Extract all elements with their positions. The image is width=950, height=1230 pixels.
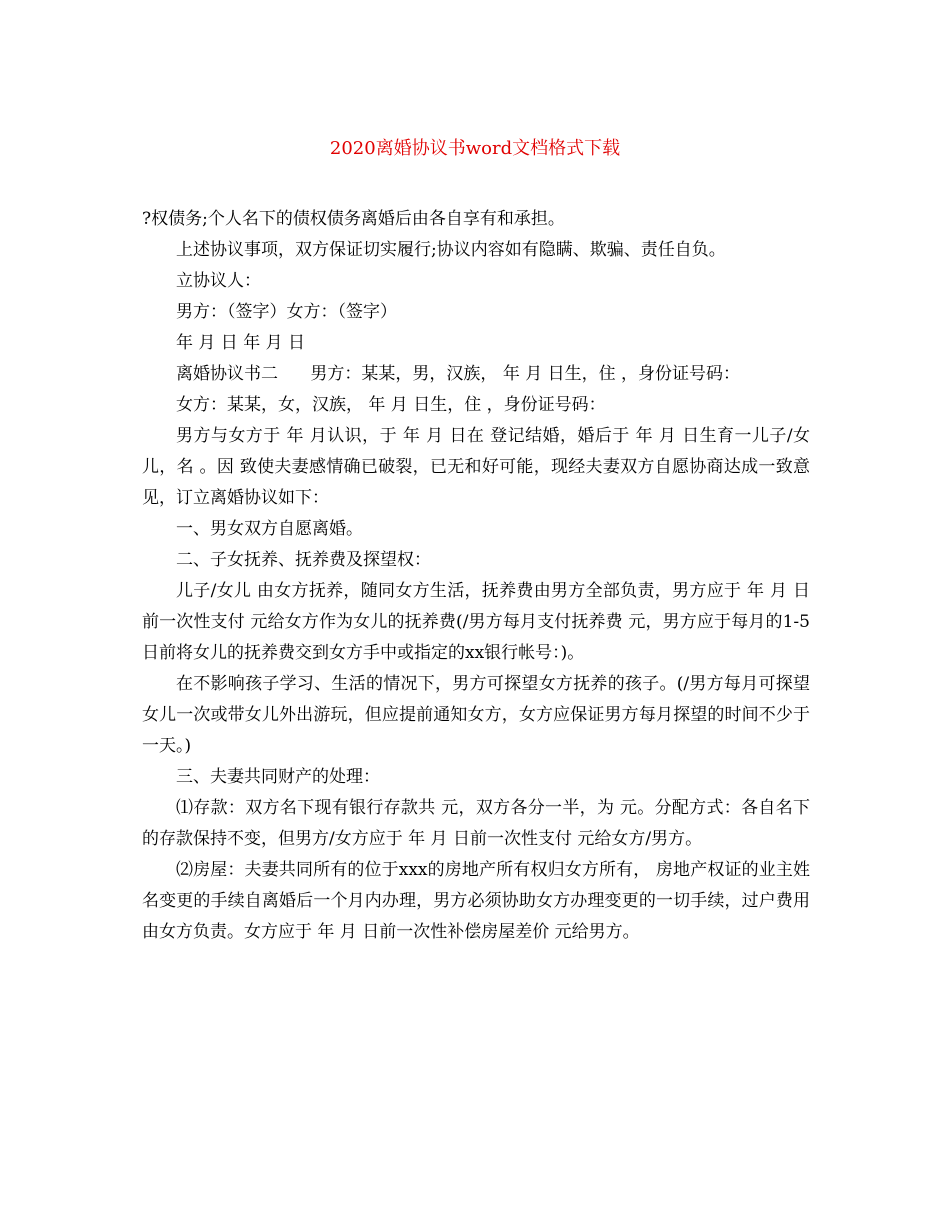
paragraph-clause-three-heading: 三、夫妻共同财产的处理： [176, 767, 380, 787]
document-title: 2020离婚协议书word文档格式下载 [329, 138, 621, 159]
document-body [142, 204, 810, 948]
paragraph-child-custody: 儿子/女儿 由女方抚养，随同女方生活，抚养费由男方全部负责，男方应于 年 月 日前一次性支付 元给女方作为女儿的抚养费(/男方每月支付抚养费 元，男方应于每月的1-5日前将女儿的抚养费交到女方手中或指定的xx银行帐号：)。 [142, 581, 810, 663]
paragraph-signatories-label: 立协议人： [176, 271, 261, 291]
paragraph-female-party: 女方：某某，女，汉族， 年 月 日生，住 ，身份证号码： [176, 395, 606, 415]
paragraph-clause-one: 一、男女双方自愿离婚。 [176, 519, 363, 539]
paragraph-agreement-two-male: 离婚协议书二 男方：某某，男，汉族， 年 月 日生，住 ，身份证号码： [176, 364, 741, 384]
paragraph-date-line: 年 月 日 年 月 日 [176, 333, 306, 353]
paragraph-property: ⑵房屋：夫妻共同所有的位于xxx的房地产所有权归女方所有， 房地产权证的业主姓名变更的手续自离婚后一个月内办理，男方必须协助女方办理变更的一切手续，过户费用由女方负责。女方应于 年 月 日前一次性补偿房屋差价 元给男方。 [142, 860, 810, 942]
paragraph-performance-guarantee: 上述协议事项，双方保证切实履行;协议内容如有隐瞒、欺骗、责任自负。 [176, 240, 726, 260]
paragraph-clause-two-heading: 二、子女抚养、抚养费及探望权： [176, 550, 431, 570]
paragraph-debt-clause: ?权债务;个人名下的债权债务离婚后由各自享有和承担。 [142, 209, 565, 229]
paragraph-signature-line: 男方：（签字）女方：（签字） [176, 302, 397, 322]
paragraph-marriage-background: 男方与女方于 年 月认识，于 年 月 日在 登记结婚，婚后于 年 月 日生育一儿子/女儿，名 。因 致使夫妻感情确已破裂，已无和好可能，现经夫妻双方自愿协商达成一致意见，订立离婚协议如下： [142, 426, 810, 508]
paragraph-visitation: 在不影响孩子学习、生活的情况下，男方可探望女方抚养的孩子。(/男方每月可探望女儿一次或带女儿外出游玩，但应提前通知女方，女方应保证男方每月探望的时间不少于一天。) [142, 674, 810, 756]
paragraph-deposits: ⑴存款：双方名下现有银行存款共 元，双方各分一半，为 元。分配方式：各自名下的存款保持不变，但男方/女方应于 年 月 日前一次性支付 元给女方/男方。 [142, 798, 810, 849]
